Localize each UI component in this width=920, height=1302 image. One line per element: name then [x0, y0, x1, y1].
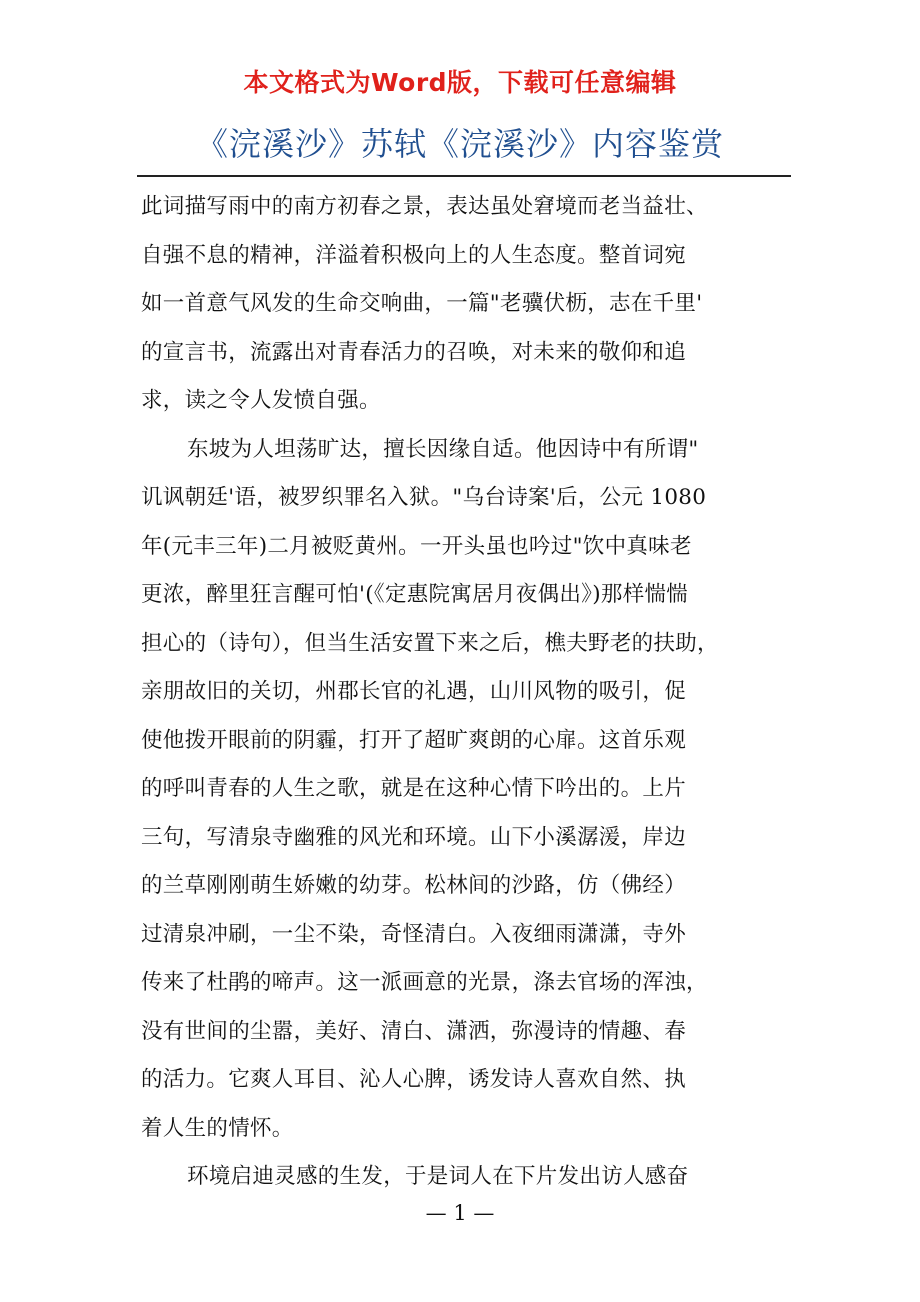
- document-body: [141, 183, 789, 1202]
- text-line: 此词描写雨中的南方初春之景，表达虽处窘境而老当益壮、: [141, 194, 708, 219]
- text-line: 环境启迪灵感的生发，于是词人在下片发出访人感奋: [187, 1164, 689, 1189]
- text-line: 亲朋故旧的关切，州郡长官的礼遇，山川风物的吸引，促: [141, 679, 687, 704]
- text-line: 年(元丰三年)二月被贬黄州。一开头虽也吟过"饮中真味老: [141, 533, 692, 559]
- text-line: 的宣言书，流露出对青春活力的召唤，对未来的敬仰和追: [141, 339, 687, 365]
- text-line: 东坡为人坦荡旷达，擅长因缘自适。他因诗中有所谓": [187, 436, 699, 462]
- text-line: 如一首意气风发的生命交响曲，一篇"老骥伏枥，志在千里': [141, 291, 703, 316]
- format-notice: 本文格式为Word版，下载可任意编辑: [243, 68, 677, 97]
- text-line: 传来了杜鹃的啼声。这一派画意的光景，涤去官场的浑浊，: [141, 970, 708, 995]
- text-line: 更浓，醉里狂言醒可怕'(《定惠院寓居月夜偶出》)那样惴惴: [141, 582, 689, 607]
- text-line: 的活力。它爽人耳目、沁人心脾，诱发诗人喜欢自然、执: [141, 1067, 687, 1092]
- text-line: 使他拨开眼前的阴霾，打开了超旷爽朗的心扉。这首乐观: [141, 727, 687, 753]
- text-line: 讥讽朝廷'语，被罗织罪名入狱。"乌台诗案'后，公元 1080: [141, 485, 707, 510]
- text-line: 求，读之令人发愤自强。: [141, 388, 381, 413]
- paragraph: [141, 1153, 789, 1202]
- paragraph: [141, 183, 789, 426]
- title-divider: [137, 175, 791, 177]
- paragraph: [141, 426, 789, 1154]
- text-line: 过清泉冲刷，一尘不染，奇怪清白。入夜细雨潇潇，寺外: [141, 921, 687, 947]
- text-line: 三句，写清泉寺幽雅的风光和环境。山下小溪潺湲，岸边: [141, 824, 687, 850]
- text-line: 的呼叫青春的人生之歌，就是在这种心情下吟出的。上片: [141, 776, 687, 801]
- text-line: 自强不息的精神，洋溢着积极向上的人生态度。整首词宛: [141, 242, 687, 268]
- text-line: 担心的（诗句），但当生活安置下来之后，樵夫野老的扶助，: [141, 630, 719, 656]
- text-line: 没有世间的尘嚣，美好、清白、潇洒，弥漫诗的情趣、春: [141, 1018, 687, 1044]
- text-line: 着人生的情怀。: [141, 1115, 294, 1141]
- page-number: — 1 —: [425, 1201, 495, 1225]
- document-title: 《浣溪沙》苏轼《浣溪沙》内容鉴赏: [195, 125, 724, 163]
- text-line: 的兰草刚刚萌生娇嫩的幼芽。松林间的沙路，仿（佛经）: [141, 873, 687, 898]
